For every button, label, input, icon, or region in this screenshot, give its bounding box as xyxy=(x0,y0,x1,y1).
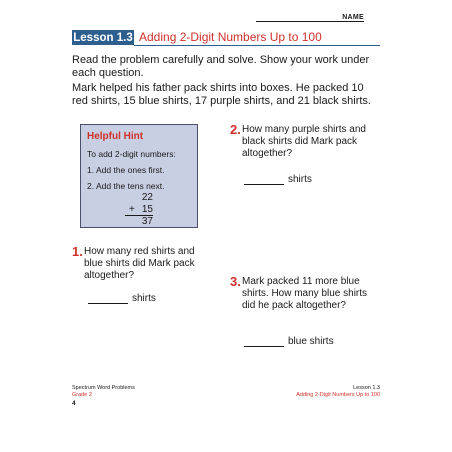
hint-subtitle: To add 2-digit numbers: xyxy=(87,149,176,159)
answer-field xyxy=(244,336,334,347)
question-1 xyxy=(72,246,212,316)
answer-unit: shirts xyxy=(288,174,312,185)
lesson-badge: Lesson 1.3 xyxy=(73,31,133,44)
question-number: 1. xyxy=(72,244,83,259)
footer-grade: Grade 2 xyxy=(72,392,92,398)
hint-addend-2: 15 xyxy=(141,204,153,215)
answer-unit: shirts xyxy=(132,293,156,304)
story-problem: Mark helped his father pack shirts into boxes. He packed 10 red shirts, 15 blue shirts, 17 purple shirts, and 21 black shirts. xyxy=(72,82,371,107)
footer-lesson: Lesson 1.3 xyxy=(353,385,380,391)
footer-right xyxy=(296,385,380,399)
hint-step-1: 1. Add the ones first. xyxy=(87,165,165,175)
lesson-header xyxy=(72,30,380,46)
answer-blank[interactable] xyxy=(244,174,284,185)
instructions: Read the problem carefully and solve. Show your work under each question. xyxy=(72,54,370,79)
hint-title: Helpful Hint xyxy=(87,131,144,142)
header-rule xyxy=(134,45,380,46)
question-number: 2. xyxy=(230,122,241,137)
question-number: 3. xyxy=(230,274,241,289)
answer-blank[interactable] xyxy=(88,293,128,304)
question-2 xyxy=(230,124,370,194)
page-number: 4 xyxy=(72,400,76,407)
name-blank-line[interactable] xyxy=(256,21,364,22)
answer-unit: blue shirts xyxy=(288,336,334,347)
hint-step-2: 2. Add the tens next. xyxy=(87,181,165,191)
answer-blank[interactable] xyxy=(244,336,284,347)
question-text: Mark packed 11 more blue shirts. How many blue shirts did he pack altogether? xyxy=(242,276,368,311)
answer-field xyxy=(88,293,156,304)
lesson-title: Adding 2-Digit Numbers Up to 100 xyxy=(139,30,322,44)
name-label: NAME xyxy=(342,14,364,21)
question-text: How many purple shirts and black shirts did Mark pack altogether? xyxy=(242,124,366,159)
footer-book-title: Spectrum Word Problems xyxy=(72,385,135,391)
answer-field xyxy=(244,174,312,185)
footer-lesson-title: Adding 2-Digit Numbers Up to 100 xyxy=(296,392,380,398)
helpful-hint-box xyxy=(80,124,198,228)
hint-addend-1: 22 xyxy=(141,192,153,203)
footer-left xyxy=(72,385,135,399)
question-3 xyxy=(230,276,370,356)
hint-sum: 37 xyxy=(141,216,153,227)
question-text: How many red shirts and blue shirts did Mark pack altogether? xyxy=(84,246,195,281)
hint-plus-sign: + xyxy=(129,204,135,215)
